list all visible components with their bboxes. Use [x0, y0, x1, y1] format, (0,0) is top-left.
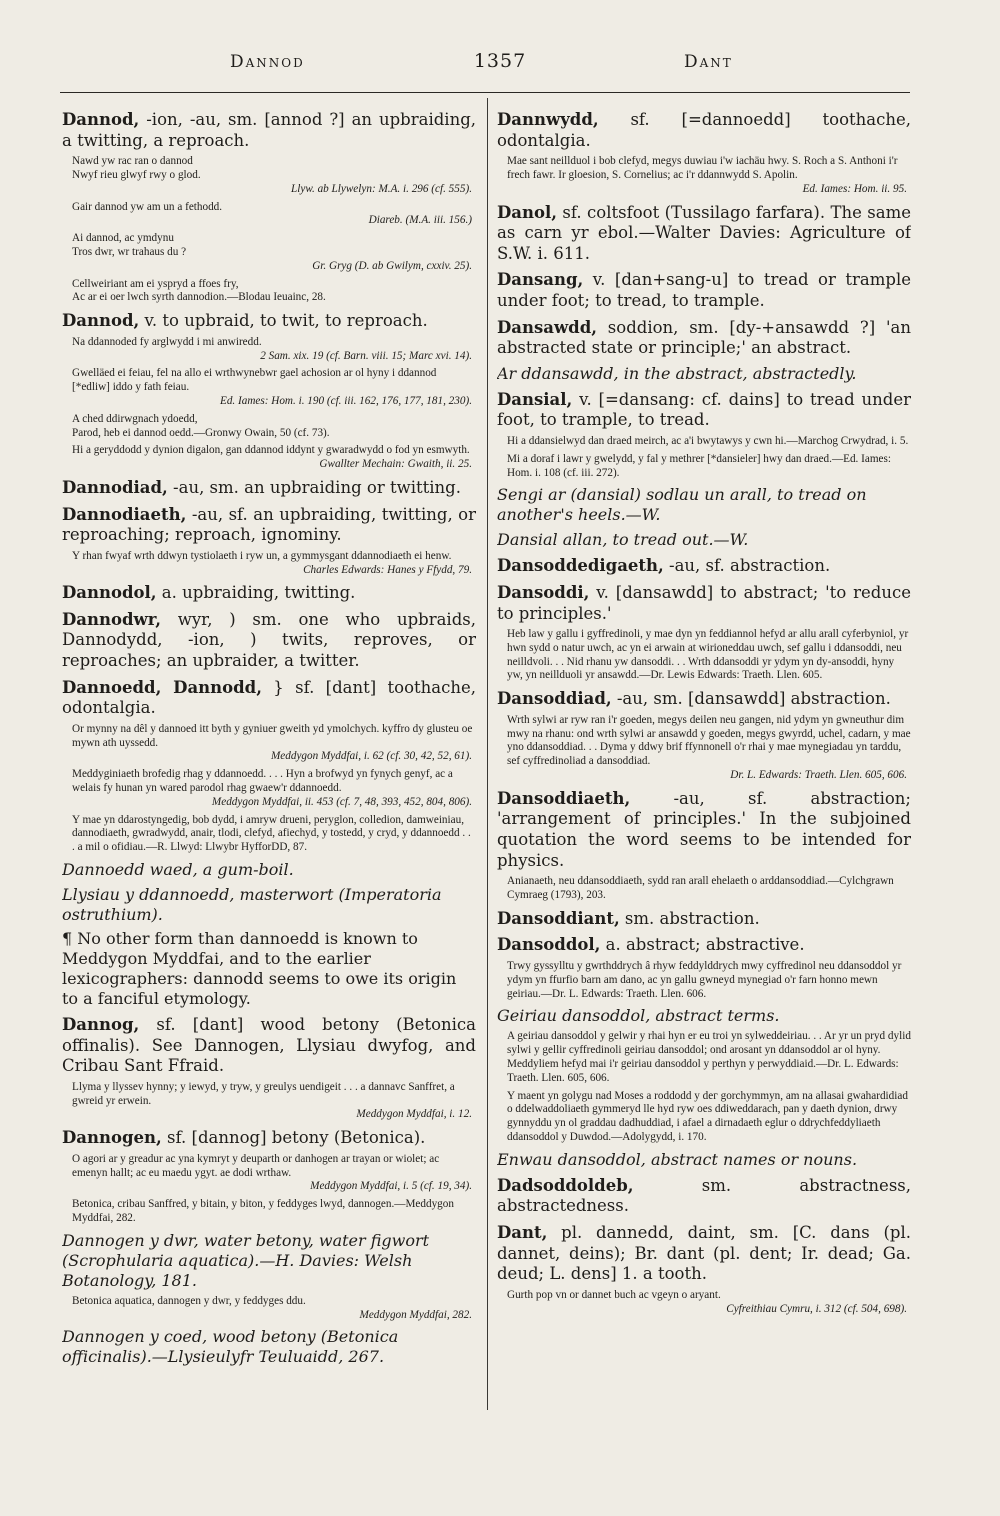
quotation — [62, 155, 476, 196]
quotation-text: Hi a geryddodd y dynion digalon, gan ddannod iddynt y gwaradwydd o fod yn esmwyth. — [72, 444, 470, 457]
quotation — [497, 1090, 911, 1145]
headword: Dansoddedigaeth, — [497, 556, 664, 576]
quotation-text: O agori ar y greadur ac yna kymryt y deuparth or danhogen ar trayan or wiolet; ac emenyn hallt; ac eu maedu ygyt. ae dodi wrthaw. — [72, 1152, 440, 1179]
definition: sm. abstraction. — [619, 908, 760, 928]
definition: sf. [dannog] betony (Betonica). — [161, 1128, 426, 1148]
quotation-source: Meddygon Myddfai, i. 5 (cf. 19, 34). — [310, 1180, 472, 1193]
definition: pl. dannedd, daint, sm. [C. dans (pl. dannet, deins); Br. dant (pl. dent; Ir. dead; Ga. deud; L. dens] 1. a tooth. — [497, 1222, 911, 1284]
dictionary-entry — [497, 583, 911, 624]
definition: -au, sf. an upbraiding, twitting, or reproaching; reproach, ignominy. — [62, 504, 476, 545]
quotation-text: Anianaeth, neu ddansoddiaeth, sydd ran arall ehelaeth o arddansoddiad.—Cylchgrawn Cymraeg (1793), 203. — [507, 875, 894, 902]
dictionary-entry — [497, 935, 911, 956]
dictionary-entry — [62, 110, 476, 151]
dictionary-entry — [62, 678, 476, 719]
quotation — [497, 628, 911, 683]
quotation — [62, 413, 476, 441]
quotation-text: Wrth sylwi ar ryw ran i'r goeden, megys deilen neu gangen, nid ydym yn gwneuthur dim mwy na rhanu: ond wrth sylwi ar ansawdd y goeden, megys gwyrdd, uchel, cadarn, y mae yno ddansoddiad. . . Dyma y ddwy brif ffynnonell o'r rhai y mae mynegiadau yn tarddu, sef cyffredinoliad a dansoddiad. — [507, 713, 911, 768]
header-rule — [60, 92, 910, 93]
quotation-text: A geiriau dansoddol y gelwir y rhai hyn er eu troi yn sylweddeiriau. . . Ar yr un pryd dylid sylwi y gellir cyffredinoli geiriau dansoddol; ond arosant yn ddansoddol ar ol hyny. Meddyliem hefyd mai i'r geiriau dansoddol y perthyn y perwyddiaid.—Dr. L. Edwards: Traeth. Llen. 605, 606. — [507, 1030, 911, 1084]
quotation-source: Gwallter Mechain: Gwaith, ii. 25. — [319, 458, 472, 471]
dictionary-entry — [62, 610, 476, 672]
page-number: 1357 — [473, 50, 527, 72]
dictionary-entry — [62, 583, 476, 604]
definition: -au, sf. abstraction. — [663, 556, 831, 576]
running-head-left: Dannod — [230, 52, 305, 72]
dictionary-entry — [497, 789, 911, 871]
quotation — [497, 960, 911, 1001]
quotation-source: Llyw. ab Llywelyn: M.A. i. 296 (cf. 555). — [291, 182, 472, 195]
quotation-text: Cellweiriant am ei yspryd a ffoes fry, Ac ar ei oer lwch syrth dannodion.—Blodau Ieuainc, 28. — [72, 277, 326, 304]
definition: -au, sm. an upbraiding or twitting. — [167, 477, 461, 497]
headword: Dannod, — [62, 311, 140, 331]
quotation-text: Y maent yn golygu nad Moses a roddodd y dег gorchymmyn, am na allasai gwahardidiad o ddelwaddoliaeth gymmeryd lle hyd ryw oes ddiweddarach, pan y daeth dynion, drwy gynnyddu yn ol graddau dadhuddiad, i afael a dirnadaeth eglur o ddrychfeddyliaeth ddansoddol y Duwdod.—Adolygydd, i. 170. — [507, 1089, 908, 1143]
dictionary-entry — [497, 1223, 911, 1285]
definition: } sf. [dant] toothache, odontalgia. — [62, 677, 476, 718]
quotation-text: Y rhan fwyaf wrth ddwyn tystiolaeth i ryw un, a gymmysgant ddannodiaeth ei henw. — [72, 549, 452, 562]
quotation — [62, 768, 476, 809]
headword: Dannoedd, Dannodd, — [62, 677, 262, 697]
quotation-text: Heb law y gallu i gyffredinoli, y mae dyn yn feddiannol hefyd ar allu arall cyferbyniol, yr hwn sydd o natur uwch, ac yn ei arwain at wirioneddau uwch, sef gallu i ddansoddi, neu neilldvoli. . . Nid rhanu yw dansoddi. . . Wrth ddansoddi yr ydym yn dy-ansoddi, hyny yw, yn neillduoli yr ansawdd.—Dr. Lewis Edwards: Traeth. Llen. 605. — [507, 628, 909, 682]
definition: -ion, -au, sm. [annod ?] an upbraiding, a twitting, a reproach. — [62, 110, 476, 150]
definition: sf. [=dannoedd] toothache, odontalgia. — [497, 110, 911, 150]
quotation-source: Meddygon Myddfai, ii. 453 (cf. 7, 48, 393, 452, 804, 806). — [211, 795, 472, 808]
headword: Dansoddiad, — [497, 689, 612, 709]
dictionary-entry — [497, 390, 911, 431]
column-divider — [487, 98, 488, 1410]
quotation — [497, 714, 911, 783]
phrase-entry: Llysiau y ddannoedd, masterwort (Imperatoria ostruthium). — [62, 885, 442, 925]
headword: Dansoddiant, — [497, 908, 620, 928]
quotation — [497, 435, 911, 449]
phrase-entry: Dannoedd waed, a gum-boil. — [62, 860, 294, 880]
quotation-text: Llyma y llyssev hynny; y iewyd, y tryw, y greulys uendigeit . . . a dannavc Sanffret, a gwreid yr erwein. — [72, 1080, 455, 1107]
dictionary-entry — [62, 1015, 476, 1077]
definition: -au, sf. abstraction; 'arrangement of principles.' In the subjoined quotation the word seems to be intended for physics. — [497, 788, 911, 870]
dictionary-entry — [62, 1128, 476, 1149]
dictionary-entry — [497, 689, 911, 710]
definition: -au, sm. [dansawdd] abstraction. — [611, 689, 891, 709]
headword: Dansoddol, — [497, 935, 601, 955]
definition: a. upbraiding, twitting. — [156, 583, 356, 603]
dictionary-entry — [62, 505, 476, 546]
quotation-text: Betonica aquatica, dannogen y dwr, y feddyges ddu. — [72, 1294, 306, 1307]
dictionary-entry — [497, 270, 911, 311]
quotation — [62, 1081, 476, 1122]
page-header — [0, 52, 1000, 82]
quotation-source: Gr. Gryg (D. ab Gwilym, cxxiv. 25). — [312, 259, 472, 272]
definition: v. [dansawdd] to abstract; 'to reduce to principles.' — [497, 582, 911, 623]
usage-note: ¶ No other form than dannoedd is known to Meddygon Myddfai, and to the earlier lexicographers: dannodd seems to owe its origin to a fanciful etymology. — [62, 929, 457, 1009]
quotation — [62, 201, 476, 229]
quotation — [62, 1295, 476, 1323]
headword: Dant, — [497, 1222, 548, 1242]
quotation-source: Diareb. (M.A. iii. 156.) — [368, 214, 472, 227]
quotation — [497, 1030, 911, 1085]
quotation — [497, 453, 911, 481]
headword: Dannog, — [62, 1015, 140, 1035]
headword: Dansang, — [497, 270, 584, 290]
quotation-text: Betonica, cribau Sanffred, y bitain, y biton, y feddyges lwyd, dannogen.—Meddygon Myddfai, 282. — [72, 1198, 454, 1224]
headword: Dadsoddoldeb, — [497, 1175, 634, 1195]
definition: soddion, sm. [dy-+ansawdd ?] 'an abstracted state or principle;' an abstract. — [497, 317, 911, 358]
quotation-text: Gair dannod yw am un a fethodd. — [72, 200, 223, 213]
dictionary-entry — [497, 909, 911, 930]
phrase-entry: Ar ddansawdd, in the abstract, abstractedly. — [497, 363, 857, 383]
definition: sm. abstractness, abstractedness. — [497, 1175, 911, 1216]
headword: Dansawdd, — [497, 317, 597, 337]
quotation — [497, 875, 911, 903]
quotation — [62, 336, 476, 364]
definition: sf. coltsfoot (Tussilago farfara). The same as carn yr ebol.—Walter Davies: Agriculture of S.W. i. 611. — [497, 202, 911, 263]
left-column — [62, 104, 476, 1369]
phrase-entry: Dansial allan, to tread out.—W. — [497, 530, 749, 550]
quotation-text: Trwy gyssylltu y gwrthddrych â rhyw feddylddrych mwy cyffredinol neu ddansoddol yr ydym yn ffurfio barn am dano, ac yn gallu gwneyd mynegiad o'r farn honno mewn geiriau.—Dr. L. Edwards: Traeth. Llen. 606. — [507, 960, 902, 1000]
headword: Dannwydd, — [497, 110, 599, 129]
quotation-text: Or mynny na dêl y dannoed itt byth y gyniuer gweith yd ymolchych. kyffro dy glusteu oe mywn ath uyssedd. — [72, 722, 473, 749]
dictionary-entry — [497, 110, 911, 151]
quotation-text: Meddyginiaeth brofedig rhag y ddannoedd. . . . Hyn a brofwyd yn fynych genyf, ac a welais fy hunan yn wared parodol rhag gwaew'r ddannoedd. — [72, 768, 453, 795]
dictionary-entry — [62, 311, 476, 332]
running-head-right: Dant — [684, 52, 733, 72]
quotation — [62, 814, 476, 855]
quotation-source: Meddygon Myddfai, i. 62 (cf. 30, 42, 52, 61). — [270, 750, 472, 763]
headword: Danol, — [497, 202, 558, 222]
quotation-text: Hi a ddansielwyd dan draed meirch, ac a'i bwytawys y cwn hi.—Marchog Crwydrad, i. 5. — [507, 434, 909, 447]
headword: Dansial, — [497, 389, 573, 409]
quotation-text: Mi a doraf i lawr y gwelydd, y fal y methrer [*dansieler] hwy dan draed.—Ed. Iames: Hom. i. 108 (cf. iii. 272). — [507, 452, 891, 479]
phrase-entry: Enwau dansoddol, abstract names or nouns. — [497, 1149, 858, 1169]
quotation — [497, 155, 911, 196]
quotation — [62, 367, 476, 408]
phrase-entry: Sengi ar (dansial) sodlau un arall, to tread on another's heels.—W. — [497, 485, 867, 525]
headword: Dansoddi, — [497, 582, 590, 602]
headword: Dannodiad, — [62, 477, 168, 497]
quotation-text: Nawd yw rac ran o dannod Nwyf rieu glwyf rwy o glod. — [72, 155, 201, 181]
right-column — [497, 104, 911, 1318]
quotation-text: Gurth pop vn or dannet buch ac vgeyn o aryant. — [507, 1288, 721, 1301]
quotation — [62, 278, 476, 306]
phrase-entry: Dannogen y coed, wood betony (Betonica officinalis).—Llysieulyfr Teuluaidd, 267. — [62, 1327, 399, 1367]
dictionary-entry — [497, 556, 911, 577]
quotation-source: Charles Edwards: Hanes y Ffydd, 79. — [303, 563, 472, 576]
quotation-source: Ed. Iames: Hom. i. 190 (cf. iii. 162, 176, 177, 181, 230). — [219, 394, 472, 407]
quotation-source: Meddygon Myddfai, 282. — [359, 1308, 472, 1321]
headword: Dannodol, — [62, 583, 157, 603]
definition: v. [dan+sang-u] to tread or trample under foot; to tread, to trample. — [497, 270, 911, 310]
quotation-source: 2 Sam. xix. 19 (cf. Barn. viii. 15; Marc xvi. 14). — [260, 349, 472, 362]
quotation — [62, 1198, 476, 1226]
quotation-text: Mae sant neillduol i bob clefyd, megys duwiau i'w iachäu hwy. S. Roch a S. Anthoni i'r frech fawr. Ir gloesion, S. Cornelius; ac i'r ddannwydd S. Apolin. — [507, 155, 898, 181]
headword: Dannodwr, — [62, 609, 161, 629]
quotation-text: Gwelläed ei feiau, fel na allo ei wrthwynebwr gael achosion ar ol hyny i ddannod [*edliw] iddo y fath feiau. — [72, 367, 437, 394]
quotation-source: Dr. L. Edwards: Traeth. Llen. 605, 606. — [730, 769, 907, 782]
quotation — [62, 723, 476, 764]
quotation — [62, 550, 476, 578]
quotation-text: A ched ddirwgnach ydoedd, Parod, heb ei dannod oedd.—Gronwy Owain, 50 (cf. 73). — [72, 412, 330, 439]
quotation — [62, 444, 476, 472]
quotation-text: Na ddannoded fy arglwydd i mi anwiredd. — [72, 335, 262, 348]
definition: v. [=dansang: cf. dains] to tread under foot, to trample, to tread. — [497, 389, 911, 430]
dictionary-entry — [62, 478, 476, 499]
phrase-entry: Dannogen y dwr, water betony, water figwort (Scrophularia aquatica).—H. Davies: Welsh Botanology, 181. — [62, 1230, 430, 1290]
dictionary-entry — [497, 1176, 911, 1217]
phrase-entry: Geiriau dansoddol, abstract terms. — [497, 1006, 780, 1026]
quotation-text: Ai dannod, ac ymdynu Tros dwr, wr trahaus du ? — [72, 232, 187, 258]
dictionary-entry — [497, 203, 911, 265]
definition: wyr, ) sm. one who upbraids, Dannodydd, -ion, ) twits, reproves, or reproaches; an upbraider, a twitter. — [62, 609, 476, 671]
headword: Dannodiaeth, — [62, 504, 187, 524]
quotation-source: Meddygon Myddfai, i. 12. — [356, 1108, 472, 1121]
quotation-text: Y mae yn ddarostyngedig, bob dydd, i amryw drueni, peryglon, colledion, damweiniau, dannodiaeth, gwradwydd, anair, tlodi, clefyd, afiechyd, y tostedd, y cryd, y ddannoedd . . . a mil o ofidiau.—R. Llwyd: Llwybr HyfforDD, 87. — [72, 813, 471, 854]
quotation — [62, 232, 476, 273]
headword: Dannod, — [62, 110, 140, 129]
quotation — [497, 1289, 911, 1317]
definition: sf. [dant] wood betony (Betonica offinalis). See Dannogen, Llysiau dwyfog, and Cribau Sant Ffraid. — [62, 1015, 476, 1076]
quotation-source: Ed. Iames: Hom. ii. 95. — [802, 182, 907, 195]
headword: Dansoddiaeth, — [497, 788, 631, 808]
dictionary-entry — [497, 318, 911, 359]
quotation-source: Cyfreithiau Cymru, i. 312 (cf. 504, 698). — [726, 1302, 907, 1315]
quotation — [62, 1153, 476, 1194]
headword: Dannogen, — [62, 1128, 162, 1148]
definition: a. abstract; abstractive. — [600, 935, 805, 955]
definition: v. to upbraid, to twit, to reproach. — [139, 311, 428, 331]
